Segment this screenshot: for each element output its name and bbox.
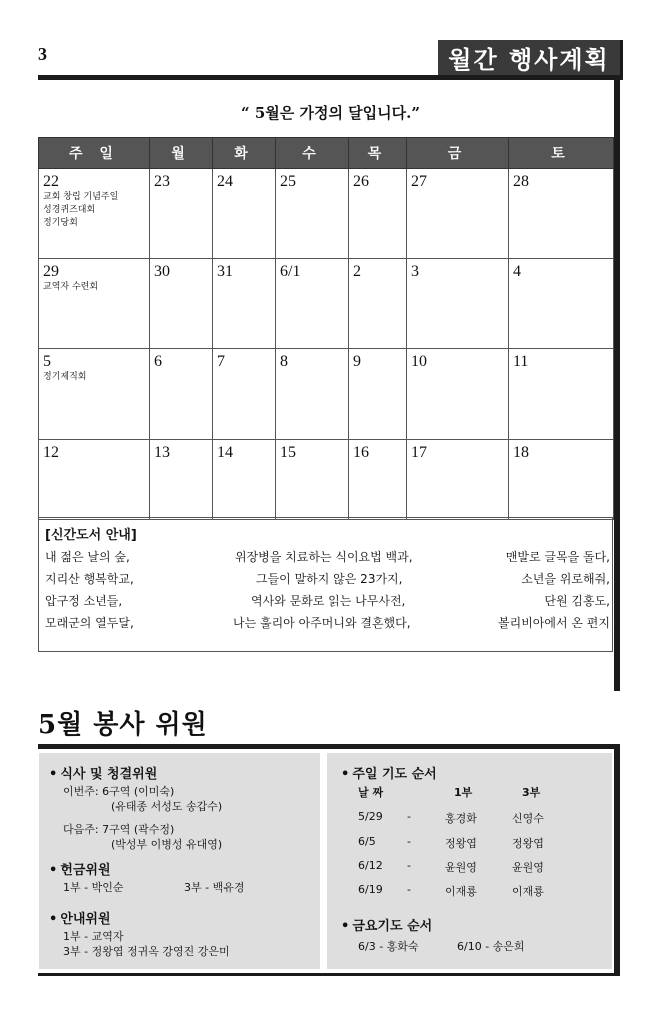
new-books-section bbox=[38, 517, 613, 652]
offering-heading: • 헌금위원 bbox=[49, 859, 111, 878]
day-number: 6 bbox=[154, 353, 162, 370]
prayer-first: 홍경화 bbox=[445, 812, 477, 825]
volunteers-panel bbox=[39, 753, 320, 969]
calendar-week bbox=[39, 169, 614, 259]
day-number: 26 bbox=[353, 173, 369, 190]
day-number: 22 bbox=[43, 173, 59, 190]
header-saturday: 토 bbox=[509, 138, 614, 169]
calendar-cell bbox=[276, 440, 349, 520]
day-number: 17 bbox=[411, 444, 427, 461]
prayer-dash: - bbox=[407, 859, 411, 872]
prayer-first: 윤원영 bbox=[445, 861, 477, 874]
meal-this-week-members: (유태종 서성도 송갑수) bbox=[111, 800, 223, 813]
prayer-third: 신영수 bbox=[512, 812, 544, 825]
col-first-header: 1부 bbox=[454, 786, 473, 799]
prayer-date: 6/12 bbox=[358, 859, 383, 872]
calendar-cell bbox=[349, 440, 407, 520]
calendar-cell bbox=[509, 259, 614, 349]
prayer-date: 6/5 bbox=[358, 835, 376, 848]
calendar-cell bbox=[213, 440, 276, 520]
page-number: 3 bbox=[38, 44, 47, 64]
sunday-prayer-heading: • 주일 기도 순서 bbox=[341, 763, 437, 782]
calendar-cell bbox=[39, 440, 150, 520]
book-title: 맨발로 글목을 돌다, bbox=[505, 550, 610, 564]
bottom-rule bbox=[38, 973, 620, 976]
header-thursday: 목 bbox=[349, 138, 407, 169]
meal-next-week: 다음주: 7구역 (곽수정) bbox=[63, 823, 175, 836]
calendar-cell bbox=[276, 169, 349, 259]
calendar-cell bbox=[213, 259, 276, 349]
book-title: 단원 김홍도, bbox=[544, 594, 610, 608]
usher-third-service: 3부 - 정왕엽 정귀옥 강영진 강은미 bbox=[63, 945, 230, 958]
lower-right-rule bbox=[614, 744, 620, 974]
calendar-cell bbox=[150, 259, 213, 349]
day-number: 2 bbox=[353, 263, 361, 280]
prayer-first: 정왕엽 bbox=[445, 837, 477, 850]
monthly-motto: “ 5월은 가정의 달입니다.” bbox=[241, 104, 420, 122]
day-number: 23 bbox=[154, 173, 170, 190]
calendar-cell bbox=[276, 259, 349, 349]
middle-rule bbox=[38, 744, 620, 749]
col-third-header: 3부 bbox=[522, 786, 541, 799]
calendar-cell bbox=[39, 259, 150, 349]
book-title: 그들이 말하지 않은 23가지, bbox=[256, 572, 403, 586]
header-wednesday: 수 bbox=[276, 138, 349, 169]
day-number: 15 bbox=[280, 444, 296, 461]
meal-next-week-members: (박성부 이병성 유대영) bbox=[111, 838, 223, 851]
book-title: 내 젊은 날의 숲, bbox=[45, 550, 130, 564]
day-number: 16 bbox=[353, 444, 369, 461]
header-friday: 금 bbox=[407, 138, 509, 169]
book-title: 모래군의 열두달, bbox=[45, 616, 134, 630]
calendar-week bbox=[39, 259, 614, 349]
prayer-dash: - bbox=[407, 835, 411, 848]
calendar-week bbox=[39, 349, 614, 440]
calendar-week bbox=[39, 440, 614, 520]
day-number: 4 bbox=[513, 263, 521, 280]
day-number: 30 bbox=[154, 263, 170, 280]
day-number: 29 bbox=[43, 263, 59, 280]
calendar-header-row bbox=[39, 138, 614, 169]
event-text: 정기제직회 bbox=[43, 372, 87, 382]
calendar-cell bbox=[509, 349, 614, 440]
meal-this-week: 이번주: 6구역 (이미숙) bbox=[63, 785, 175, 798]
volunteers-title: 5월 봉사 위원 bbox=[38, 710, 208, 740]
day-number: 31 bbox=[217, 263, 233, 280]
meal-heading: • 식사 및 청결위원 bbox=[49, 763, 157, 782]
day-number: 11 bbox=[513, 353, 529, 370]
friday-prayer-heading: • 금요기도 순서 bbox=[341, 915, 432, 934]
day-number: 13 bbox=[154, 444, 170, 461]
day-number: 27 bbox=[411, 173, 427, 190]
day-number: 7 bbox=[217, 353, 225, 370]
prayer-dash: - bbox=[407, 810, 411, 823]
day-number: 6/1 bbox=[280, 263, 301, 280]
day-number: 24 bbox=[217, 173, 233, 190]
offering-first-service: 1부 - 박인순 bbox=[63, 881, 124, 894]
day-number: 9 bbox=[353, 353, 361, 370]
day-number: 8 bbox=[280, 353, 288, 370]
day-number: 14 bbox=[217, 444, 233, 461]
calendar-cell bbox=[349, 169, 407, 259]
header-tuesday: 화 bbox=[213, 138, 276, 169]
calendar-cell bbox=[407, 349, 509, 440]
prayer-panel bbox=[327, 753, 612, 969]
book-title: 나는 훌리아 아주머니와 결혼했다, bbox=[233, 616, 411, 630]
top-rule bbox=[38, 75, 620, 80]
prayer-third: 정왕엽 bbox=[512, 837, 544, 850]
calendar-table bbox=[38, 137, 614, 520]
prayer-third: 윤원영 bbox=[512, 861, 544, 874]
event-text: 교역자 수련회 bbox=[43, 282, 99, 292]
day-number: 25 bbox=[280, 173, 296, 190]
calendar-cell bbox=[213, 169, 276, 259]
calendar-cell bbox=[150, 169, 213, 259]
calendar-cell bbox=[213, 349, 276, 440]
calendar-cell bbox=[407, 440, 509, 520]
calendar-cell bbox=[39, 349, 150, 440]
prayer-dash: - bbox=[407, 883, 411, 896]
prayer-date: 5/29 bbox=[358, 810, 383, 823]
calendar-cell bbox=[349, 349, 407, 440]
calendar-cell bbox=[407, 259, 509, 349]
header-title: 월간 행사계획 bbox=[438, 40, 620, 80]
event-text: 정기당회 bbox=[43, 218, 78, 228]
day-number: 10 bbox=[411, 353, 427, 370]
calendar-cell bbox=[150, 349, 213, 440]
new-books-title: [신간도서 안내] bbox=[45, 528, 137, 543]
calendar-cell bbox=[349, 259, 407, 349]
right-rule bbox=[614, 80, 620, 691]
day-number: 5 bbox=[43, 353, 51, 370]
calendar-cell bbox=[509, 169, 614, 259]
book-title: 위장병을 치료하는 식이요법 백과, bbox=[235, 550, 413, 564]
calendar-cell bbox=[39, 169, 150, 259]
calendar-cell bbox=[509, 440, 614, 520]
calendar-cell bbox=[407, 169, 509, 259]
col-date-header: 날 짜 bbox=[358, 786, 384, 799]
prayer-date: 6/19 bbox=[358, 883, 383, 896]
day-number: 3 bbox=[411, 263, 419, 280]
book-title: 볼리비아에서 온 편지 bbox=[498, 616, 610, 630]
event-text: 성경퀴즈대회 bbox=[43, 205, 96, 215]
book-title: 지리산 행복학교, bbox=[45, 572, 134, 586]
friday-prayer-item: 6/3 - 홍화숙 bbox=[358, 940, 419, 953]
calendar-cell bbox=[150, 440, 213, 520]
prayer-third: 이재룡 bbox=[512, 885, 544, 898]
offering-third-service: 3부 - 백유경 bbox=[184, 881, 245, 894]
friday-prayer-item: 6/10 - 송은희 bbox=[457, 940, 525, 953]
header-sunday: 주 일 bbox=[39, 138, 150, 169]
day-number: 28 bbox=[513, 173, 529, 190]
book-title: 역사와 문화로 읽는 나무사전, bbox=[251, 594, 406, 608]
prayer-first: 이재룡 bbox=[445, 885, 477, 898]
usher-first-service: 1부 - 교역자 bbox=[63, 930, 124, 943]
day-number: 18 bbox=[513, 444, 529, 461]
usher-heading: • 안내위원 bbox=[49, 908, 111, 927]
calendar-cell bbox=[276, 349, 349, 440]
book-title: 압구정 소년들, bbox=[45, 594, 123, 608]
day-number: 12 bbox=[43, 444, 59, 461]
event-text: 교회 창립 기념주일 bbox=[43, 192, 119, 202]
header-monday: 월 bbox=[150, 138, 213, 169]
book-title: 소년을 위로해줘, bbox=[521, 572, 610, 586]
